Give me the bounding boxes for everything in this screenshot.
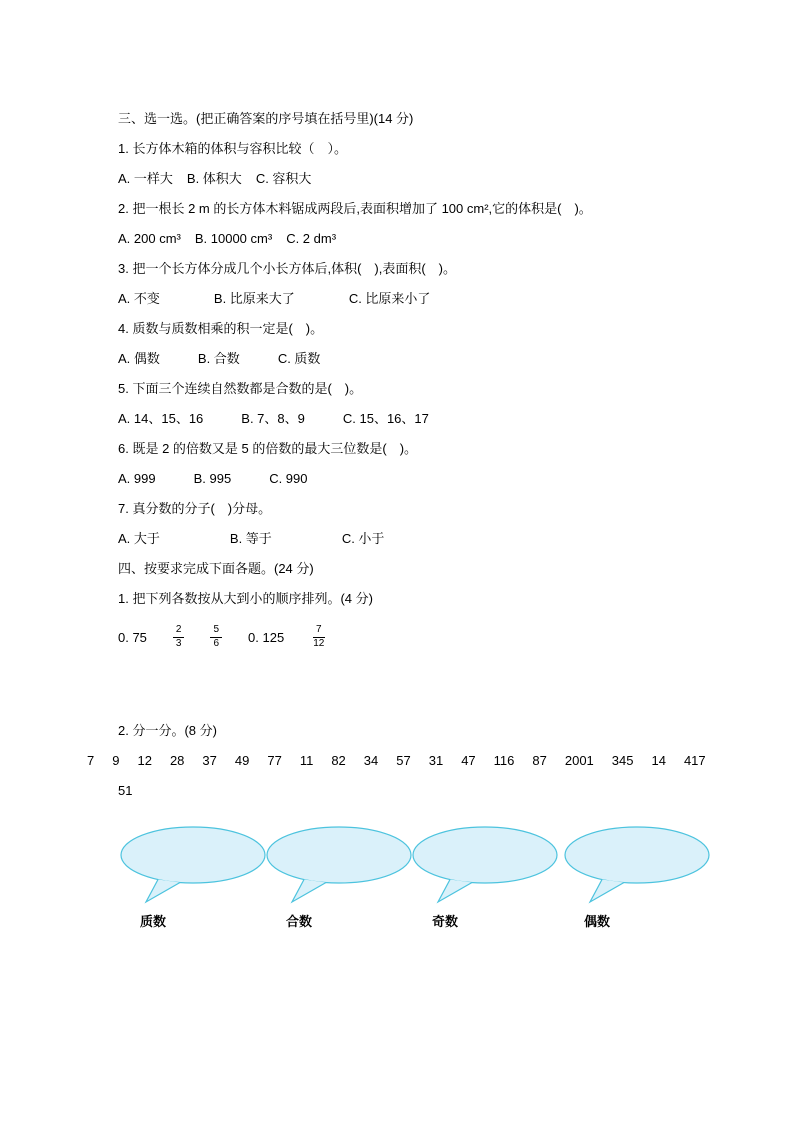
question-5-stem: 5. 下面三个连续自然数都是合数的是( )。 <box>118 381 363 396</box>
option-a: A. 200 cm³ <box>118 231 181 246</box>
question-7-stem: 7. 真分数的分子( )分母。 <box>118 501 272 516</box>
bubble-ellipse <box>267 827 411 883</box>
sort-item-fraction <box>173 624 185 650</box>
question-4-options <box>118 344 743 374</box>
speech-bubble <box>410 826 560 906</box>
bubble-group-prime <box>118 826 264 930</box>
question-6-options <box>118 464 743 494</box>
bubble-ellipse <box>565 827 709 883</box>
classify-number: 49 <box>234 753 250 768</box>
option-c: C. 质数 <box>277 351 321 366</box>
option-a: A. 不变 <box>118 291 160 306</box>
sort-item-fraction <box>210 624 222 650</box>
sort-item-fraction <box>310 624 327 650</box>
classify-number: 9 <box>112 753 120 768</box>
category-label-odd: 奇数 <box>432 914 459 929</box>
option-a: A. 14、15、16 <box>118 411 204 426</box>
option-c: C. 15、16、17 <box>342 411 429 426</box>
bubble-ellipse <box>121 827 265 883</box>
category-label-even: 偶数 <box>584 914 611 929</box>
classify-number-wrapped: 51 <box>118 783 133 798</box>
sort-item-decimal: 0. 125 <box>248 629 285 645</box>
option-c: C. 990 <box>269 471 308 486</box>
option-b: B. 等于 <box>229 531 272 546</box>
option-c: C. 容积大 <box>255 171 312 186</box>
fraction-denominator: 12 <box>313 637 325 649</box>
option-b: B. 7、8、9 <box>241 411 305 426</box>
bubble-group-composite <box>264 826 410 930</box>
speech-bubble <box>118 826 268 906</box>
speech-bubble <box>562 826 712 906</box>
fraction-numerator: 5 <box>210 624 222 638</box>
bubble-group-even <box>562 826 708 930</box>
option-a: A. 999 <box>118 471 156 486</box>
classify-number: 12 <box>137 753 152 768</box>
classify-number: 57 <box>396 753 411 768</box>
bubble-group-odd <box>410 826 556 930</box>
classify-number: 116 <box>493 753 515 768</box>
section3-title: 三、选一选。(把正确答案的序号填在括号里)(14 分) <box>118 111 414 126</box>
question-3-options <box>118 284 743 314</box>
question-1-options <box>118 164 743 194</box>
option-b: B. 体积大 <box>186 171 242 186</box>
option-a: A. 偶数 <box>118 351 160 366</box>
question-1-stem: 1. 长方体木箱的体积与容积比较（ ）。 <box>118 141 347 156</box>
option-c: C. 小于 <box>341 531 385 546</box>
bubble-ellipse <box>413 827 557 883</box>
classify-number: 77 <box>267 753 282 768</box>
option-a: A. 一样大 <box>118 171 173 186</box>
fraction-numerator: 2 <box>173 624 185 638</box>
question-7-options <box>118 524 743 554</box>
category-label-prime: 质数 <box>140 914 167 929</box>
option-c: C. 2 dm³ <box>286 231 337 246</box>
classify-number: 34 <box>363 753 379 768</box>
fraction-numerator: 7 <box>313 624 325 638</box>
classify-number: 87 <box>532 753 547 768</box>
fraction-denominator: 3 <box>175 637 182 649</box>
classify-number: 417 <box>683 753 706 768</box>
classify-numbers-row <box>87 746 743 776</box>
classify-number: 11 <box>299 753 314 768</box>
sort-item-decimal: 0. 75 <box>118 629 147 645</box>
classify-number: 31 <box>428 753 444 768</box>
section4-q2-prompt: 2. 分一分。(8 分) <box>118 723 217 738</box>
option-b: B. 995 <box>193 471 232 486</box>
option-a: A. 大于 <box>118 531 160 546</box>
question-3-stem: 3. 把一个长方体分成几个小长方体后,体积( ),表面积( )。 <box>118 261 456 276</box>
classify-number: 7 <box>87 753 95 768</box>
section4-q1-prompt: 1. 把下列各数按从大到小的顺序排列。(4 分) <box>118 591 373 606</box>
category-label-composite: 合数 <box>286 914 313 929</box>
option-c: C. 比原来小了 <box>348 291 431 306</box>
section4-title: 四、按要求完成下面各题。(24 分) <box>118 561 314 576</box>
classify-number: 14 <box>651 753 666 768</box>
question-2-options <box>118 224 743 254</box>
question-2-stem: 2. 把一根长 2 m 的长方体木料锯成两段后,表面积增加了 100 cm²,它的体积是( )。 <box>118 201 592 216</box>
classify-number: 28 <box>169 753 185 768</box>
classify-number: 37 <box>202 753 217 768</box>
classify-number: 2001 <box>564 753 594 768</box>
fraction-denominator: 6 <box>213 637 220 649</box>
option-b: B. 比原来大了 <box>213 291 295 306</box>
category-bubbles <box>118 826 743 930</box>
answer-space <box>118 660 743 716</box>
classify-number: 47 <box>461 753 476 768</box>
option-b: B. 10000 cm³ <box>194 231 273 246</box>
option-b: B. 合数 <box>197 351 240 366</box>
sort-numbers-row <box>118 614 743 660</box>
question-6-stem: 6. 既是 2 的倍数又是 5 的倍数的最大三位数是( )。 <box>118 441 418 456</box>
classify-number: 345 <box>611 753 634 768</box>
question-4-stem: 4. 质数与质数相乘的积一定是( )。 <box>118 321 324 336</box>
classify-number: 82 <box>331 753 346 768</box>
speech-bubble <box>264 826 414 906</box>
question-5-options <box>118 404 743 434</box>
